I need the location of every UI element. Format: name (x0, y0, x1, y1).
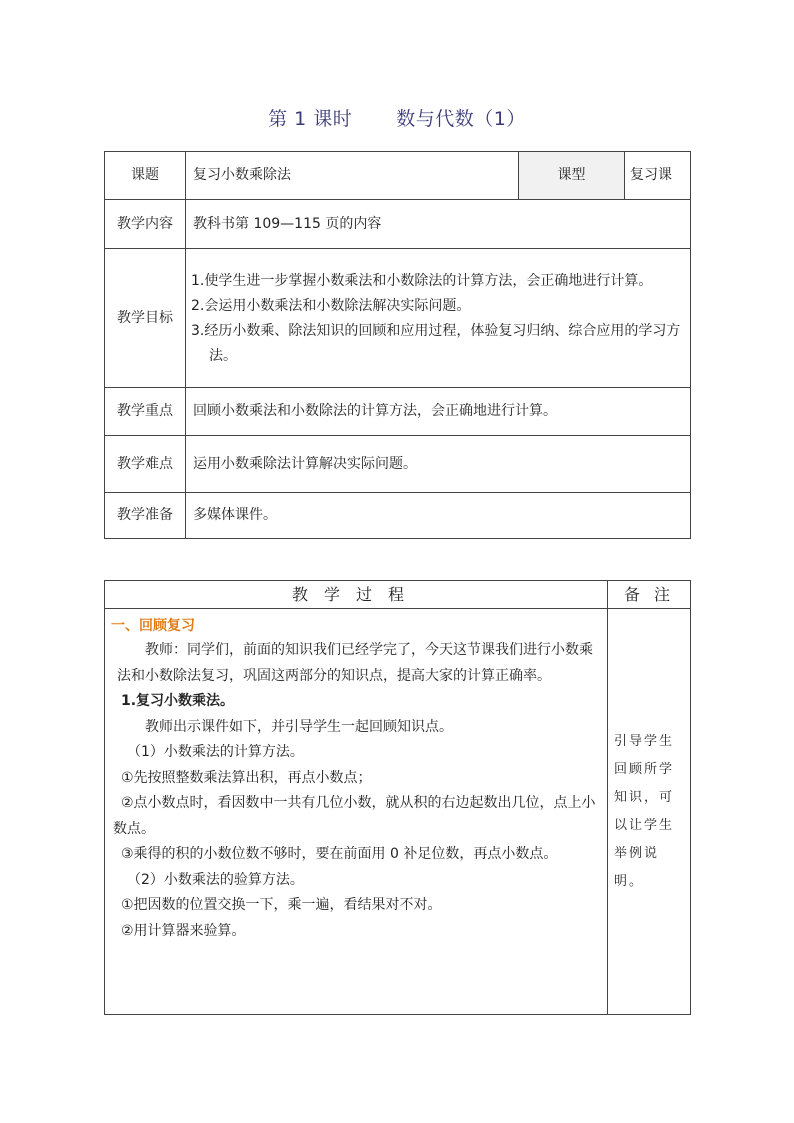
sub-heading-method: （1）小数乘法的计算方法。 (127, 744, 304, 760)
lesson-number: 第 1 课时 (268, 108, 353, 130)
difficulty-row (105, 436, 691, 493)
note-line: 以让学生 (614, 817, 675, 833)
teacher-intro: 教师：同学们，前面的知识我们已经学完了，今天这节课我们进行小数乘法和小数除法复习，巩固这两部分的知识点，提高大家的计算正确率。 (117, 642, 593, 684)
note-line: 举例说明。 (614, 845, 660, 889)
check-step: ①把因数的位置交换一下，乘一遍，看结果对不对。 (121, 897, 442, 913)
section-heading-review: 一、回顾复习 (111, 618, 195, 634)
notes-header: 备注 (608, 581, 691, 609)
difficulty-value: 运用小数乘除法计算解决实际问题。 (186, 436, 691, 493)
lesson-info-table (104, 151, 691, 539)
method-step: ③乘得的积的小数位数不够时，要在前面用 0 补足位数，再点小数点。 (121, 846, 558, 862)
difficulty-label: 教学难点 (105, 436, 186, 493)
check-step: ②用计算器来验算。 (121, 922, 246, 939)
item-description: 教师出示课件如下，并引导学生一起回顾知识点。 (145, 718, 453, 735)
lesson-topic: 数与代数（1） (396, 108, 526, 130)
focus-row (105, 388, 691, 436)
process-content (105, 609, 608, 1015)
type-value: 复习课 (625, 152, 691, 200)
subject-value: 复习小数乘除法 (186, 152, 519, 200)
process-header: 教学过程 (105, 581, 608, 609)
method-step: ②点小数点时，看因数中一共有几位小数，就从积的右边起数出几位，点上小数点。 (113, 795, 596, 837)
prep-value: 多媒体课件。 (186, 493, 691, 539)
type-label: 课型 (519, 152, 625, 200)
focus-value: 回顾小数乘法和小数除法的计算方法，会正确地进行计算。 (186, 388, 691, 436)
goals-cell (186, 249, 691, 388)
content-label: 教学内容 (105, 200, 186, 249)
teaching-process-table (104, 580, 691, 1015)
subject-row (105, 152, 691, 200)
method-step: ①先按照整数乘法算出积，再点小数点； (121, 769, 372, 786)
goals-list (186, 261, 690, 375)
sub-heading-check: （2）小数乘法的验算方法。 (127, 871, 304, 888)
prep-label: 教学准备 (105, 493, 186, 539)
page-title (0, 104, 794, 131)
goals-row (105, 249, 691, 388)
focus-label: 教学重点 (105, 388, 186, 436)
prep-row (105, 493, 691, 539)
goal-item: 2.会运用小数乘法和小数除法解决实际问题。 (191, 298, 471, 314)
process-header-row (105, 581, 691, 609)
teacher-note (608, 609, 691, 1015)
process-body-row (105, 609, 691, 1015)
note-line: 引导学生 (614, 733, 675, 749)
note-line: 知识，可 (614, 789, 675, 805)
goals-label: 教学目标 (105, 249, 186, 388)
note-line: 回顾所学 (614, 761, 675, 777)
goal-item: 1.使学生进一步掌握小数乘法和小数除法的计算方法，会正确地进行计算。 (191, 273, 653, 289)
content-row (105, 200, 691, 249)
subject-label: 课题 (105, 152, 186, 200)
content-value: 教科书第 109—115 页的内容 (186, 200, 691, 249)
item-heading-multiplication: 1.复习小数乘法。 (121, 693, 235, 709)
goal-item: 3.经历小数乘、除法知识的回顾和应用过程，体验复习归纳、综合应用的学习方法。 (191, 323, 681, 364)
